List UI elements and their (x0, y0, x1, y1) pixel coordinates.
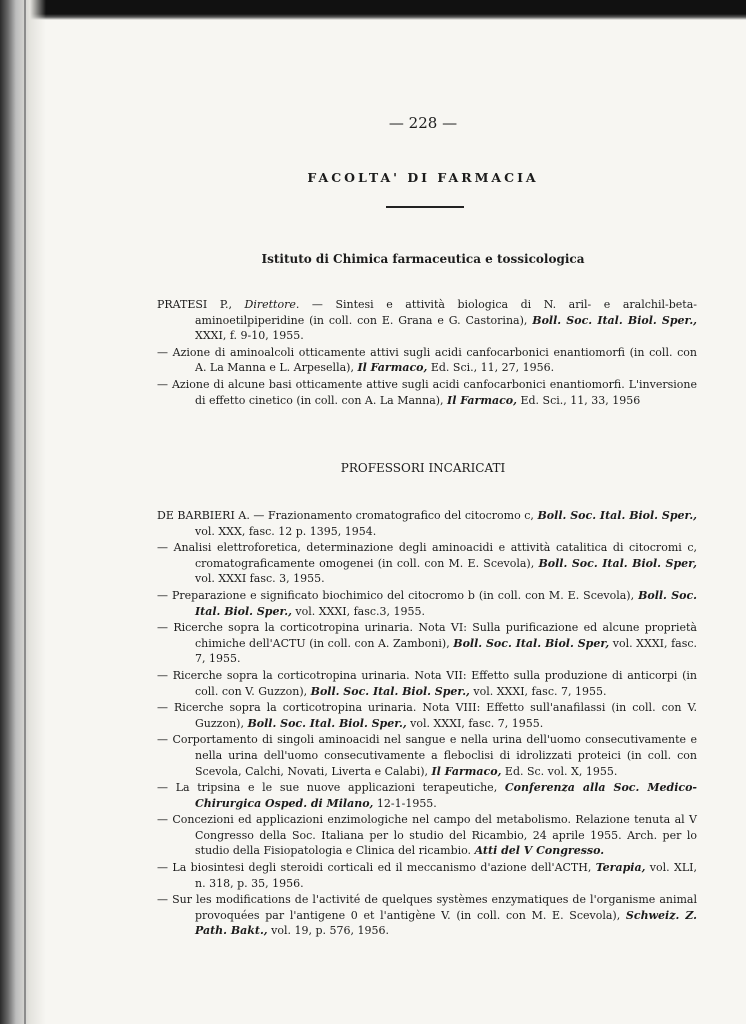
entry-lead: — (157, 781, 176, 795)
entry-text: Corportamento di singoli aminoacidi nel sangue e nella urina dell'uomo consecutivamente e nella urina dell'uomo consecutivamente a fleboclisi di idrolizzati proteici (in coll. con Scevola, Calchi, Novati, Liverta e Calabi), (172, 733, 697, 778)
entry-text: Ricerche sopra la corticotropina urinaria. Nota VI: Sulla purificazione ed alcune proprietà chimiche dell'ACTU (in coll. con A. Zamboni), (173, 621, 697, 650)
entry-text: Sur les modifications de l'activité de quelques systèmes enzymatiques de l'organisme animal provoquées par l'antigene 0 et l'antigène V. (in coll. con M. E. Scevola), (172, 893, 697, 922)
entry-lead: — (157, 733, 173, 747)
entry-text: Sintesi e attività biologica di N. aril- e aralchil-beta-aminoetilpiperidine (in coll. con E. Grana e G. Castorina), (195, 298, 697, 327)
binding-fold-line (24, 0, 26, 1024)
entry-lead: — (157, 701, 175, 715)
entry-tail: vol. XLI, n. 318, p. 35, 1956. (195, 861, 697, 890)
entry-source: Il Farmaco, (431, 764, 502, 778)
professor-publication-list (157, 508, 697, 940)
entry-text: Frazionamento cromatografico del citocromo c, (267, 509, 538, 522)
entry-tail: Ed. Sc. vol. X, 1955. (501, 764, 618, 778)
institute-publication-list (157, 297, 697, 409)
publication-entry (157, 620, 697, 667)
entry-lead: — (157, 861, 173, 875)
entry-lead: — (157, 668, 173, 682)
entry-tail: vol. XXXI, fasc. 7, 1955. (469, 684, 607, 698)
entry-text: Azione di alcune basi otticamente attive sugli acidi canfocarbonici enantiomorfi. L'inversione di effetto cinetico (in coll. con A. La Manna), (171, 377, 698, 407)
publication-entry (157, 540, 697, 587)
entry-text: La tripsina e le sue nuove applicazioni terapeutiche, (175, 781, 505, 795)
entry-text: Preparazione e significato biochimico del citocromo b (in coll. con M. E. Scevola), (171, 588, 639, 602)
entry-text: Concezioni ed applicazioni enzimologiche nel campo del metabolismo. Relazione tenuta al V Congresso della Soc. Italiana per lo studio del Ricambio, 24 aprile 1955. Arch. per lo studio della Fisiopatologia e Clinica del ricambio. (172, 813, 697, 858)
entry-lead: — (157, 377, 172, 391)
institute-heading: Istituto di Chimica farmaceutica e tossicologica (261, 252, 585, 266)
entry-source: Il Farmaco, (357, 361, 428, 375)
entry-source: Boll. Soc. Ital. Biol. Sper, (453, 636, 610, 650)
publication-entry (157, 508, 697, 539)
entry-text: Analisi elettroforetica, determinazione degli aminoacidi e attività catalitica di citocromi c, cromatograficamente omogenei (in coll. con M. E. Scevola), (173, 541, 698, 570)
entry-source: Terapia, (595, 861, 646, 875)
entry-lead: PRATESI P., (157, 298, 245, 311)
publication-entry (157, 377, 697, 408)
entry-text: Ricerche sopra la corticotropina urinaria. Nota VII: Effetto sulla produzione di anticorpi (in coll. con V. Guzzon), (172, 668, 698, 698)
entry-tail: vol. XXXI, fasc. 7, 1955. (406, 716, 544, 730)
entry-lead: — (157, 893, 173, 907)
entry-source: Boll. Soc. Ital. Biol. Sper, (538, 556, 698, 570)
publication-entry (157, 892, 697, 939)
entry-source: Boll. Soc. Ital. Biol. Sper., (537, 509, 697, 522)
entry-tail: Ed. Sci., 11, 27, 1956. (427, 361, 555, 375)
entry-source: Boll. Soc. Ital. Biol. Sper., (195, 588, 697, 618)
entry-text: Ricerche sopra la corticotropina urinaria. Nota VIII: Effetto sull'anafilassi (in coll. con V. Guzzon), (174, 701, 697, 730)
entry-tail: vol. 19, p. 576, 1956. (267, 924, 389, 938)
entry-source: Schweiz. Z. Path. Bakt., (195, 908, 697, 938)
publication-entry (157, 668, 697, 699)
entry-source: Boll. Soc. Ital. Biol. Sper., (532, 313, 698, 327)
publication-entry (157, 812, 697, 859)
faculty-title: FACOLTA' DI FARMACIA (307, 170, 539, 185)
page-number: — 228 — (388, 114, 458, 132)
entry-lead: — (157, 541, 174, 555)
entry-text: Azione di aminoalcoli otticamente attivi sugli acidi canfocarbonici enantiomorfi (in coll. con A. La Manna e L. Arpesella), (172, 345, 697, 375)
entry-tail: vol. XXXI, fasc. 7, 1955. (195, 636, 698, 666)
entry-tail: 12-1-1955. (373, 796, 437, 810)
entry-lead: — (157, 621, 174, 635)
entry-lead: — (157, 813, 173, 827)
entry-lead: DE BARBIERI A. — (157, 509, 268, 522)
entry-tail: vol. XXX, fasc. 12 p. 1395, 1954. (195, 524, 377, 538)
scan-binding-shadow (0, 0, 46, 1024)
entry-role: Direttore. (244, 298, 300, 311)
publication-entry (157, 732, 697, 779)
entry-lead: — (157, 345, 173, 359)
entry-source: Atti del V Congresso. (474, 844, 605, 858)
entry-text: La biosintesi degli steroidi corticali ed il meccanismo d'azione dell'ACTH, (172, 861, 596, 875)
scan-top-shadow (0, 0, 746, 20)
entry-source: Boll. Soc. Ital. Biol. Sper., (247, 716, 407, 730)
entry-lead: — (157, 588, 172, 602)
entry-source: Il Farmaco, (447, 393, 517, 407)
entry-tail: XXXI, f. 9-10, 1955. (195, 329, 304, 343)
section-heading-professors: PROFESSORI INCARICATI (340, 461, 506, 475)
entry-source: Conferenza alla Soc. Medico-Chirurgica Osped. di Milano, (195, 781, 697, 810)
title-divider (386, 206, 464, 208)
publication-entry (157, 297, 697, 344)
publication-entry (157, 345, 697, 376)
publication-entry (157, 860, 697, 891)
entry-dash: — (299, 298, 336, 311)
entry-tail: vol. XXXI, fasc.3, 1955. (291, 604, 426, 618)
entry-source: Boll. Soc. Ital. Biol. Sper., (310, 684, 470, 698)
publication-entry (157, 588, 697, 619)
publication-entry (157, 700, 697, 731)
entry-tail: Ed. Sci., 11, 33, 1956 (516, 393, 641, 407)
entry-tail: vol. XXXI fasc. 3, 1955. (195, 572, 325, 586)
publication-entry (157, 780, 697, 811)
